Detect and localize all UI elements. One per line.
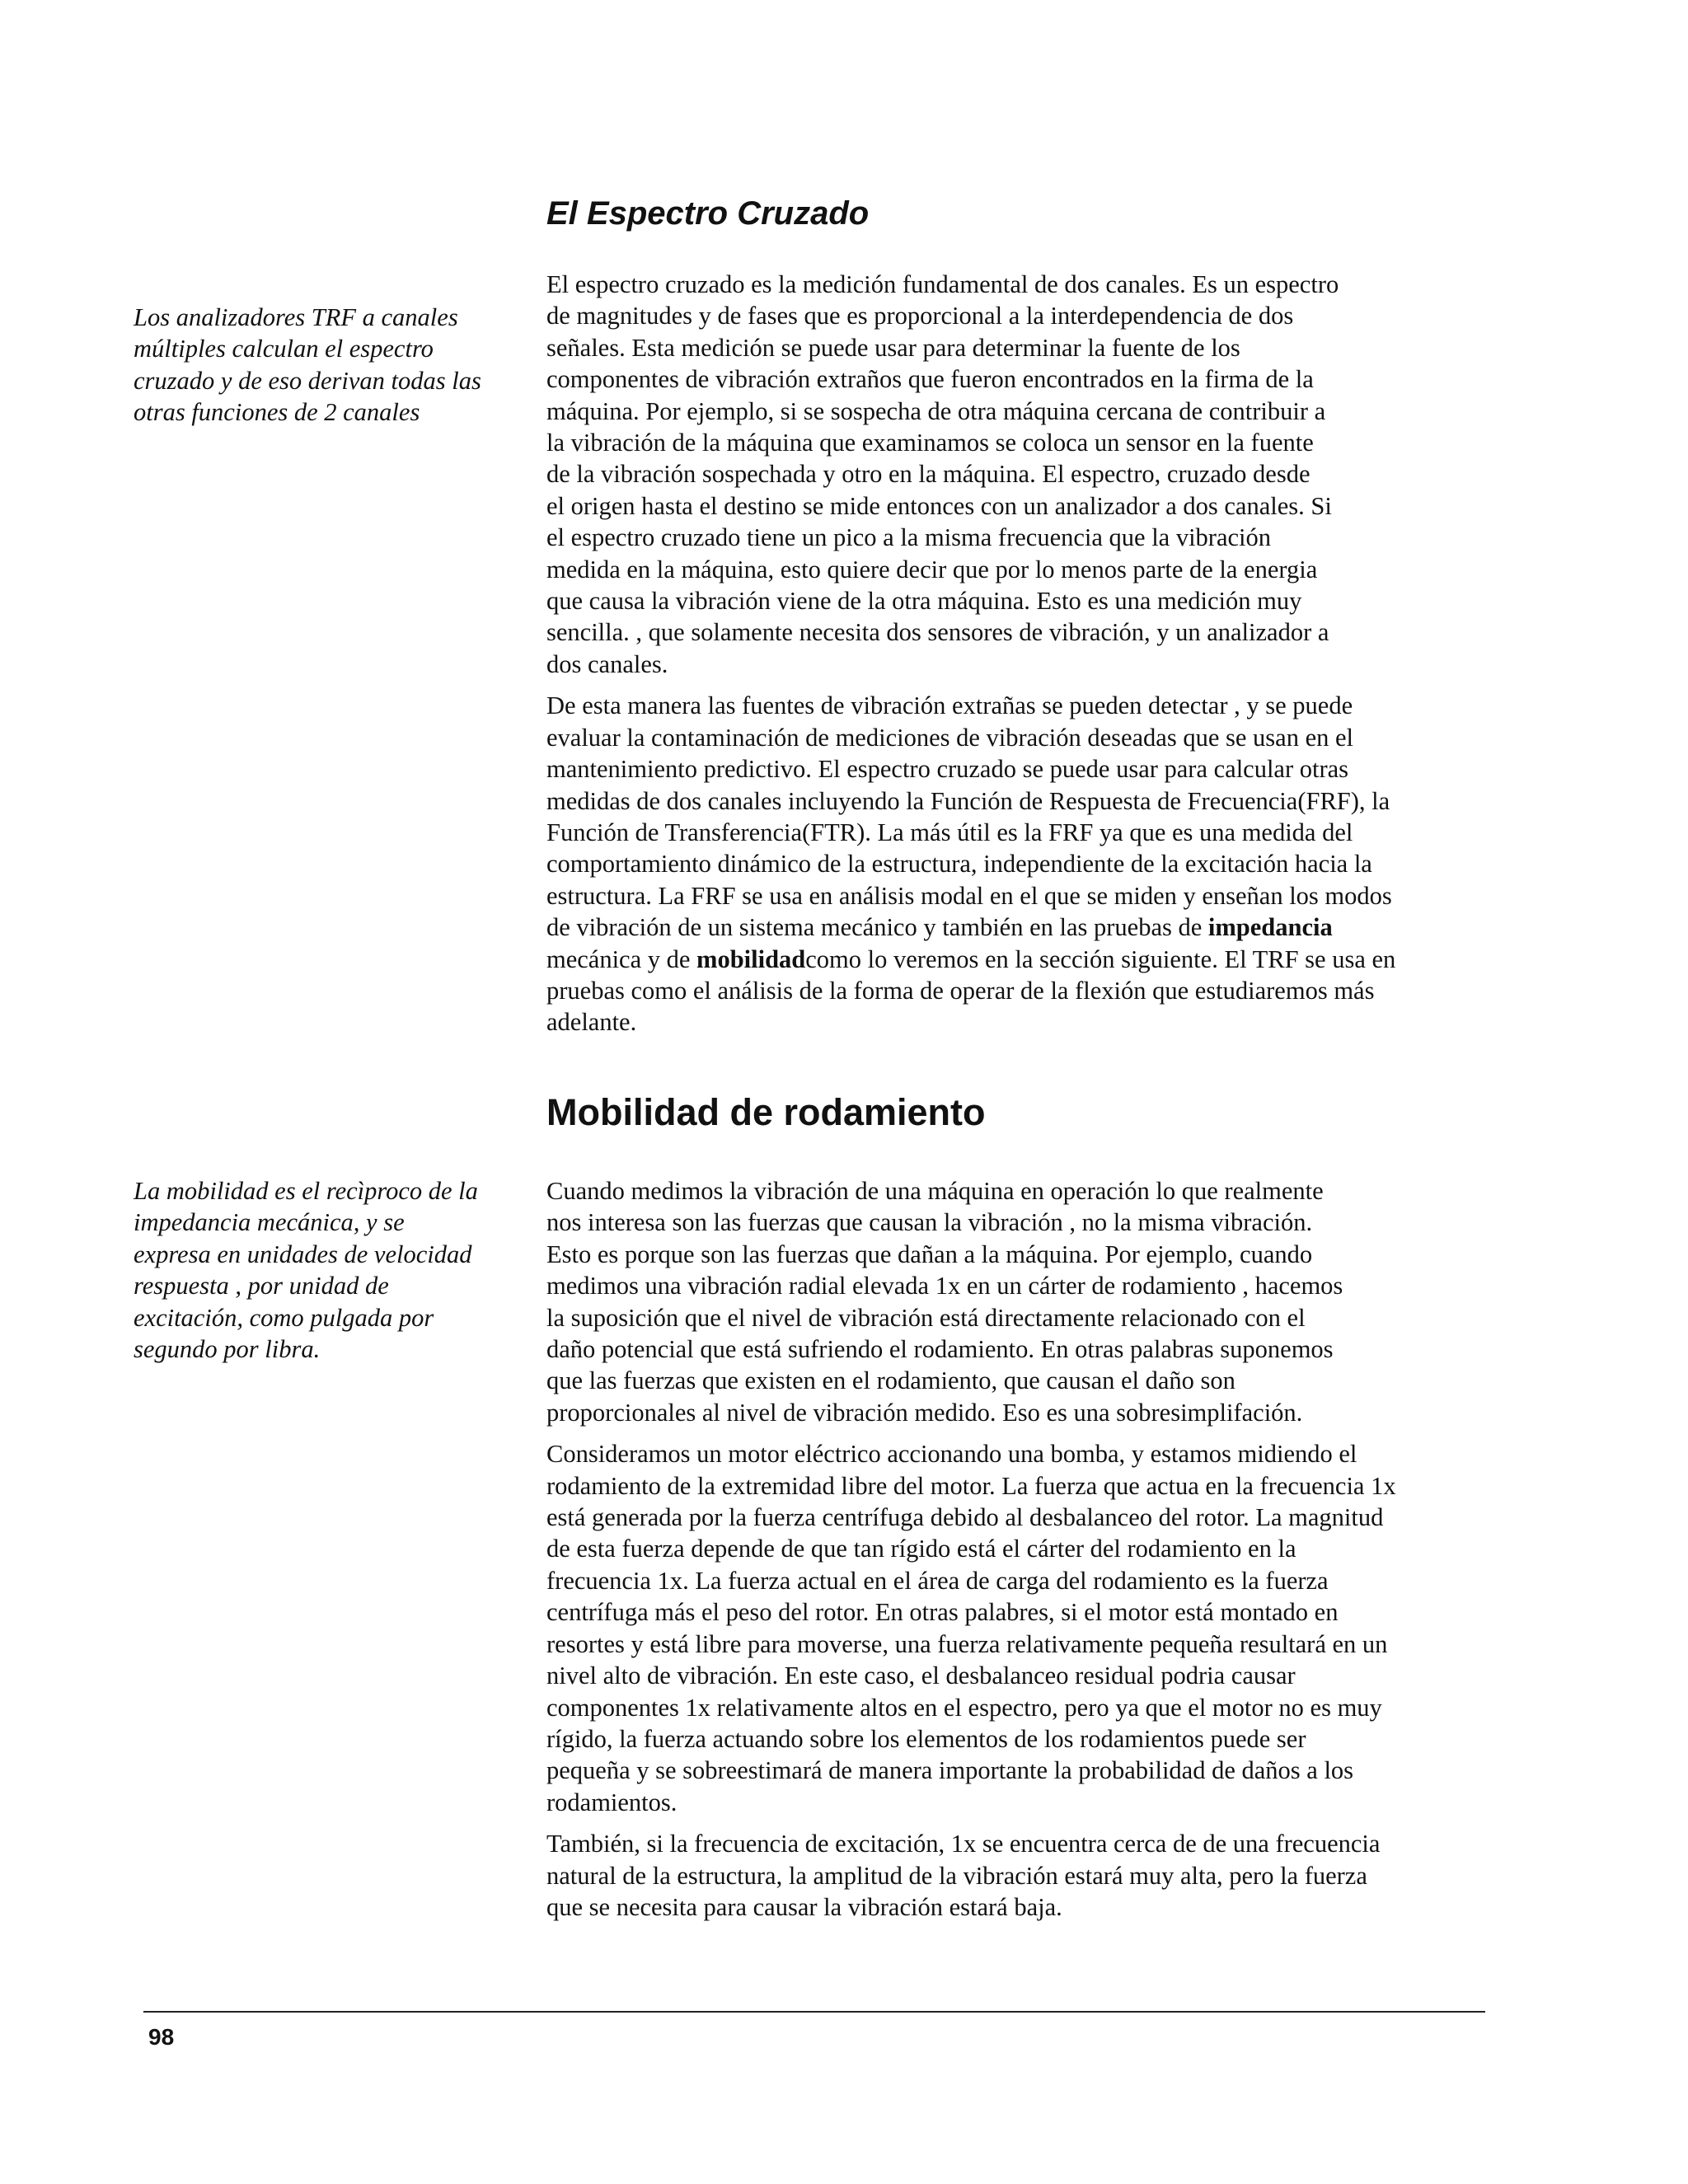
paragraph: También, si la frecuencia de excitación, 1x se encuentra cerca de de una frecuencia natural de la estructura, la amplitud de la vibración estará muy alta, pero la fuerza que se necesita para causar la vibración estará baja.: [546, 1830, 1381, 1921]
section-body-mobilidad: [546, 1175, 1486, 1923]
paragraph: Cuando medimos la vibración de una máquina en operación lo que realmente nos interesa son las fuerzas que causan la vibración , no la misma vibración. Esto es porque son las fuerzas que dañan a la máquina. Por ejemplo, cuando medimos una vibración radial elevada 1x en un cárter de rodamiento , hacemos la suposición que el nivel de vibración está directamente relacionado con el daño potencial que está sufriendo el rodamiento. En otras palabras suponemos que las fuerzas que existen en el rodamiento, que causan el daño son proporcionales al nivel de vibración medido. Eso es una sobresimplifación.: [546, 1177, 1343, 1427]
section-body-espectro-cruzado: [546, 269, 1486, 1038]
paragraph: [546, 690, 1486, 1038]
paragraph-text: mecánica y de: [546, 944, 691, 973]
section-heading-mobilidad: Mobilidad de rodamiento: [546, 1091, 986, 1133]
sidenote-trf: Los analizadores TRF a canales múltiples calculan el espectro cruzado y de eso derivan todas las otras funciones de 2 canales: [134, 303, 481, 427]
paragraph-text: como lo veremos en la sección siguiente. El TRF se usa en pruebas como el análisis de la forma de operar de la flexión que estudiaremos más adelante.: [546, 944, 1396, 1037]
sidenote-mobilidad: La mobilidad es el recìproco de la impedancia mecánica, y se expresa en unidades de velocidad respuesta , por unidad de excitación, como pulgada por segundo por libra.: [134, 1177, 478, 1364]
paragraph: Consideramos un motor eléctrico accionando una bomba, y estamos midiendo el rodamiento de la extremidad libre del motor. La fuerza que actua en la frecuencia 1x está generada por la fuerza centrífuga debido al desbalanceo del rotor. La magnitud de esta fuerza depende de que tan rígido está el cárter del rodamiento en la frecuencia 1x. La fuerza actual en el área de carga del rodamiento es la fuerza centrífuga más el peso del rotor. En otras palabres, si el motor está montado en resortes y está libre para moverse, una fuerza relativamente pequeña resultará en un nivel alto de vibración. En este caso, el desbalanceo residual podria causar componentes 1x relativamente altos en el espectro, pero ya que el motor no es muy rígido, la fuerza actuando sobre los elementos de los rodamientos puede ser pequeña y se sobreestimará de manera importante la probabilidad de daños a los rodamientos.: [546, 1440, 1396, 1816]
paragraph: El espectro cruzado es la medición fundamental de dos canales. Es un espectro de magnitudes y de fases que es proporcional a la interdependencia de dos señales. Esta medición se puede usar para determinar la fuente de los componentes de vibración extraños que fueron encontrados en la firma de la máquina. Por ejemplo, si se sospecha de otra máquina cercana de contribuir a la vibración de la máquina que examinamos se coloca un sensor en la fuente de la vibración sospechada y otro en la máquina. El espectro, cruzado desde el origen hasta el destino se mide entonces con un analizador a dos canales. Si el espectro cruzado tiene un pico a la misma frecuencia que la vibración medida en la máquina, esto quiere decir que por lo menos parte de la energia que causa la vibración viene de la otra máquina. Esto es una medición muy sencilla. , que solamente necesita dos sensores de vibración, y un analizador a dos canales.: [546, 270, 1339, 678]
section-heading-espectro-cruzado: El Espectro Cruzado: [546, 195, 870, 232]
term-mobilidad: mobilidad: [696, 944, 806, 973]
footer-rule: [143, 2011, 1485, 2013]
paragraph-text: De esta manera las fuentes de vibración extrañas se pueden detectar , y se puede evaluar la contaminación de mediciones de vibración deseadas que se usan en el mantenimiento predictivo. El espectro cruzado se puede usar para calcular otras medidas de dos canales incluyendo la Función de Respuesta de Frecuencia(FRF), la Función de Transferencia(FTR). La más útil es la FRF ya que es una medida del comportamiento dinámico de la estructura, independiente de la excitación hacia la estructura. La FRF se usa en análisis modal en el que se miden y enseñan los modos de vibración de un sistema mecánico y también en las pruebas de: [546, 691, 1392, 942]
term-impedancia: impedancia: [1207, 913, 1333, 942]
page-number: 98: [148, 2024, 175, 2050]
